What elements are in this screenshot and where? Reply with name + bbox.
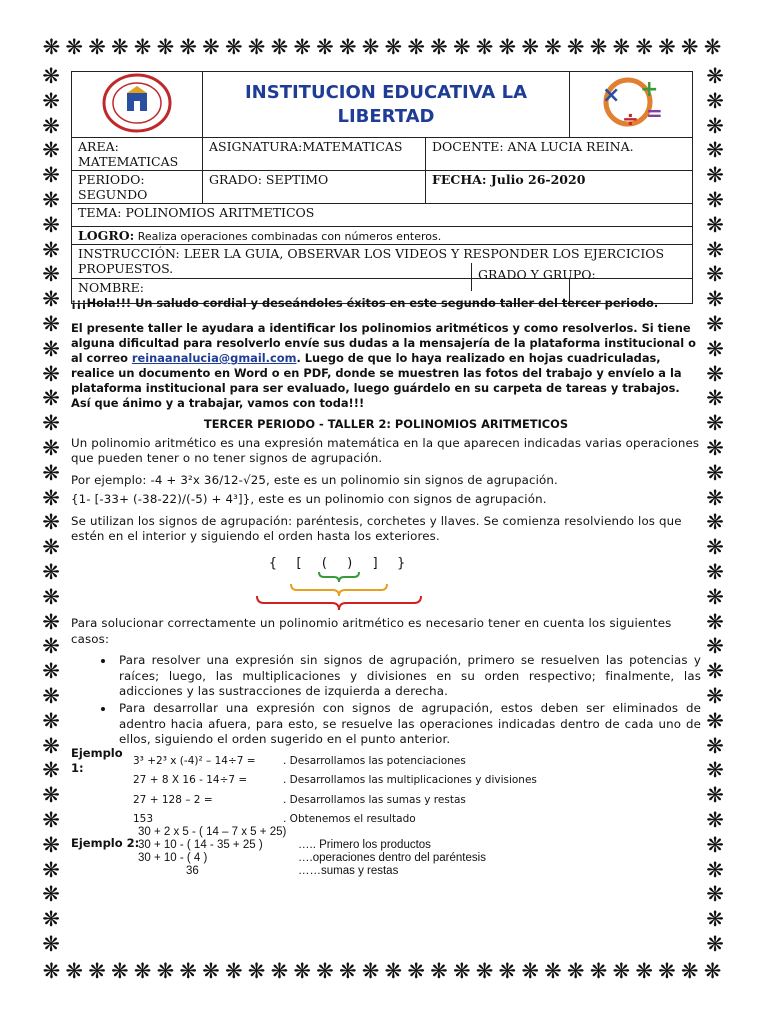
email-link[interactable]: reinaanalucia@gmail.com (131, 351, 297, 365)
example-1 (71, 746, 701, 830)
ornament-icon: ❋ (706, 857, 724, 882)
ornament-icon: ❋ (42, 187, 60, 212)
ornament-icon: ❋ (706, 485, 724, 510)
ornament-icon: ❋ (706, 758, 724, 783)
ornament-icon: ❋ (42, 113, 60, 138)
ornament-icon: ❋ (706, 435, 724, 460)
ornament-icon: ❋ (202, 959, 220, 983)
ornament-icon: ❋ (224, 35, 243, 59)
ornament-icon: ❋ (133, 959, 152, 983)
grado-grupo-label: GRADO Y GRUPO: (478, 267, 596, 282)
tema-cell: TEMA: POLINOMIOS ARITMETICOS (72, 204, 693, 227)
ornament-icon: ❋ (706, 386, 724, 411)
ornament-icon: ❋ (316, 35, 334, 59)
ornament-icon: ❋ (635, 35, 653, 59)
ornament-icon: ❋ (384, 959, 403, 983)
example-1-note: . Desarrollamos las multiplicaciones y divisiones (283, 774, 537, 787)
ornament-icon: ❋ (42, 64, 60, 88)
ornament-icon: ❋ (338, 35, 357, 59)
nombre-cell: NOMBRE: (72, 279, 570, 304)
institution-title: INSTITUCION EDUCATIVA LA LIBERTAD (203, 72, 570, 138)
main-content (71, 296, 701, 851)
ornament-icon: ❋ (706, 163, 724, 188)
area-cell: AREA: MATEMATICAS (72, 138, 203, 171)
example-2-note: ….. Primero los productos (298, 839, 431, 851)
intro-text-b: . Luego de que lo haya realizado en hojas cuadriculadas, realice un documento en Word o en PDF, donde se muestren las fotos del trabajo y envíelo a la plataforma institucional para ser evaluado, luego guárdelo en su carpeta de tareas y trabajos. Así que ánimo y a trabajar, vamos con toda!!! (71, 351, 682, 410)
ornament-icon: ❋ (384, 35, 403, 59)
example-1-label: Ejemplo 1: (71, 746, 123, 776)
fecha-cell: FECHA: Julio 26-2020 (426, 171, 693, 204)
ornament-icon: ❋ (179, 35, 197, 59)
example-1-note: . Desarrollamos las sumas y restas (283, 793, 466, 806)
ornament-icon: ❋ (706, 460, 724, 485)
ornament-icon: ❋ (42, 832, 60, 857)
logro-cell (72, 227, 693, 245)
ornament-icon: ❋ (42, 634, 60, 659)
ornament-icon: ❋ (680, 959, 699, 983)
logro-text: Realiza operaciones combinadas con números enteros. (134, 230, 442, 243)
ornament-icon: ❋ (706, 931, 724, 956)
ornament-icon: ❋ (498, 35, 517, 59)
example-1-row (71, 791, 701, 811)
ornament-icon: ❋ (42, 758, 60, 783)
cases-list (71, 653, 701, 747)
periodo-cell: PERIODO: SEGUNDO (72, 171, 203, 204)
ornament-icon: ❋ (703, 35, 722, 59)
ornament-icon: ❋ (706, 659, 724, 684)
ornament-icon: ❋ (706, 411, 724, 436)
grouping-text: Se utilizan los signos de agrupación: paréntesis, corchetes y llaves. Se comienza resolviendo los que estén en el interior y siguiendo el orden hasta los exteriores. (71, 513, 682, 544)
intro-paragraph (71, 321, 701, 411)
example-2-note: ……sumas y restas (298, 865, 399, 877)
header-table (71, 71, 693, 304)
ornament-icon: ❋ (42, 336, 60, 361)
ornament-icon: ❋ (42, 510, 60, 535)
example-2-row (138, 865, 486, 878)
ornament-icon: ❋ (475, 35, 494, 59)
ornament-icon: ❋ (706, 733, 724, 758)
ornament-icon: ❋ (706, 212, 724, 237)
ornament-icon: ❋ (42, 931, 60, 956)
ornament-icon: ❋ (589, 35, 608, 59)
ornament-icon: ❋ (703, 959, 722, 983)
docente-cell: DOCENTE: ANA LUCIA REINA. (426, 138, 693, 171)
ornament-icon: ❋ (270, 959, 289, 983)
example-a: Por ejemplo: -4 + 3²x 36/12-√25, este es un polinomio sin signos de agrupación. (71, 472, 558, 487)
example-1-expr: 3³ +2³ x (-4)² – 14÷7 = (133, 754, 256, 767)
ornament-icon: ❋ (65, 959, 83, 983)
example-1-expr: 153 (133, 813, 154, 826)
ornament-icon: ❋ (706, 262, 724, 287)
example-2-note: ….operaciones dentro del paréntesis (298, 852, 486, 864)
ornament-icon: ❋ (42, 783, 60, 808)
example-1-row (71, 771, 701, 791)
ornament-icon: ❋ (42, 708, 60, 733)
ornament-icon: ❋ (110, 35, 129, 59)
ornament-icon: ❋ (706, 510, 724, 535)
ornament-icon: ❋ (42, 287, 60, 312)
ornament-icon: ❋ (133, 35, 152, 59)
definition: Un polinomio aritmético es una expresión matemática en la que aparecen indicadas varias operaciones que pueden tener o no tener signos de agrupación. (71, 436, 700, 466)
ornament-icon: ❋ (706, 584, 724, 609)
ornament-icon: ❋ (247, 35, 266, 59)
ornament-icon: ❋ (247, 959, 266, 983)
greeting: ¡¡¡Hola!!! Un saludo cordial y deseándoles éxitos en este segundo taller del tercer periodo. (71, 296, 659, 310)
ornament-icon: ❋ (544, 35, 562, 59)
example-2-row (138, 826, 486, 839)
ornament-icon: ❋ (42, 237, 60, 262)
nesting-braces-icon (249, 566, 429, 626)
ornament-icon: ❋ (407, 959, 425, 983)
ornament-icon: ❋ (430, 959, 448, 983)
school-logo-cell (72, 72, 203, 138)
border-bottom-ornaments (40, 960, 724, 982)
school-seal-icon (102, 73, 172, 133)
ornament-icon: ❋ (706, 783, 724, 808)
ornament-icon: ❋ (224, 959, 243, 983)
ornament-icon: ❋ (706, 807, 724, 832)
ornament-icon: ❋ (156, 35, 175, 59)
ornament-icon: ❋ (521, 35, 539, 59)
ornament-icon: ❋ (42, 35, 61, 59)
ornament-icon: ❋ (42, 311, 60, 336)
example-1-expr: 27 + 8 X 16 - 14÷7 = (133, 774, 248, 787)
ornament-icon: ❋ (566, 35, 585, 59)
svg-text:=: = (646, 101, 663, 125)
example-1-expr: 27 + 128 – 2 = (133, 793, 213, 806)
math-symbols-cell (570, 72, 693, 138)
ornament-icon: ❋ (706, 882, 724, 907)
ornament-icon: ❋ (293, 35, 311, 59)
ornament-icon: ❋ (42, 138, 60, 163)
ornament-icon: ❋ (316, 959, 334, 983)
ornament-icon: ❋ (706, 361, 724, 386)
ornament-icon: ❋ (706, 336, 724, 361)
ornament-icon: ❋ (202, 35, 220, 59)
case-item-1: • Para resolver una expresión sin signos de agrupación, primero se resuelven las potencias y raíces; luego, las multiplicaciones y divisiones en su orden respectivo; finalmente, las adicciones y las sustracciones de izquierda a derecha. (115, 653, 701, 699)
ornament-icon: ❋ (521, 959, 539, 983)
ornament-icon: ❋ (407, 35, 425, 59)
border-right-ornaments (704, 64, 726, 957)
section-title: TERCER PERIODO - TALLER 2: POLINOMIOS ARITMETICOS (203, 417, 569, 431)
ornament-icon: ❋ (706, 88, 724, 113)
svg-text:+: + (640, 77, 659, 102)
intro-text-a: El presente taller le ayudara a identificar los polinomios aritméticos y como resolverlos. Si tiene alguna dificultad para resolverlo envíe sus dudas a la mensajería de la plataforma institucional o al correo (71, 321, 696, 365)
ornament-icon: ❋ (706, 113, 724, 138)
ornament-icon: ❋ (706, 609, 724, 634)
ornament-icon: ❋ (156, 959, 175, 983)
border-top-ornaments (40, 36, 724, 58)
svg-text:×: × (602, 83, 621, 108)
ornament-icon: ❋ (42, 857, 60, 882)
ornament-icon: ❋ (42, 609, 60, 634)
ornament-icon: ❋ (42, 959, 61, 983)
ornament-icon: ❋ (65, 35, 83, 59)
example-2-label: Ejemplo 2: (71, 835, 140, 850)
ornament-icon: ❋ (42, 361, 60, 386)
ornament-icon: ❋ (42, 535, 60, 560)
ornament-icon: ❋ (706, 535, 724, 560)
logro-label: LOGRO: (78, 228, 135, 243)
ornament-icon: ❋ (42, 435, 60, 460)
ornament-icon: ❋ (658, 35, 676, 59)
case-item-2: • Para desarrollar una expresión con signos de agrupación, estos deben ser eliminados de adentro hacia afuera, para esto, se resuelve las operaciones indicadas dentro de cada uno de ellos, siguiendo el orden sugerido en el punto anterior. (115, 701, 701, 747)
ornament-icon: ❋ (706, 138, 724, 163)
ornament-icon: ❋ (42, 212, 60, 237)
ornament-icon: ❋ (42, 485, 60, 510)
ornament-icon: ❋ (293, 959, 311, 983)
ornament-icon: ❋ (706, 64, 724, 88)
ornament-icon: ❋ (544, 959, 562, 983)
ornament-icon: ❋ (42, 163, 60, 188)
ornament-icon: ❋ (42, 460, 60, 485)
ornament-icon: ❋ (42, 262, 60, 287)
ornament-icon: ❋ (706, 237, 724, 262)
ornament-icon: ❋ (42, 559, 60, 584)
ornament-icon: ❋ (179, 959, 197, 983)
ornament-icon: ❋ (270, 35, 289, 59)
brackets-text: { [ ( ) ] } (269, 556, 411, 572)
ornament-icon: ❋ (42, 584, 60, 609)
ornament-icon: ❋ (706, 187, 724, 212)
example-1-note: . Desarrollamos las potenciaciones (283, 754, 466, 767)
ornament-icon: ❋ (42, 411, 60, 436)
ornament-icon: ❋ (42, 807, 60, 832)
ornament-icon: ❋ (361, 959, 380, 983)
ornament-icon: ❋ (42, 882, 60, 907)
grado-cell: GRADO: SEPTIMO (203, 171, 426, 204)
ornament-icon: ❋ (612, 959, 631, 983)
brackets-figure (71, 550, 701, 616)
example-b: {1- [-33+ (-38-22)/(-5) + 4³]}, este es un polinomio con signos de agrupación. (71, 492, 547, 507)
ornament-icon: ❋ (110, 959, 129, 983)
ornament-icon: ❋ (42, 386, 60, 411)
svg-text:÷: ÷ (622, 107, 639, 131)
ornament-icon: ❋ (88, 959, 106, 983)
ornament-icon: ❋ (706, 311, 724, 336)
ornament-icon: ❋ (338, 959, 357, 983)
example-1-row (71, 746, 701, 776)
ornament-icon: ❋ (589, 959, 608, 983)
math-symbols-icon (588, 74, 674, 132)
ornament-icon: ❋ (430, 35, 448, 59)
ornament-icon: ❋ (658, 959, 676, 983)
instruccion-cell: INSTRUCCIÓN: LEER LA GUIA, OBSERVAR LOS VIDEOS Y RESPONDER LOS EJERCICIOS PROPUESTOS. (72, 245, 693, 279)
example-2-expr: 30 + 10 - ( 4 ) (138, 852, 208, 864)
ornament-icon: ❋ (452, 35, 471, 59)
ornament-icon: ❋ (680, 35, 699, 59)
example-2-row (138, 839, 486, 852)
ornament-icon: ❋ (361, 35, 380, 59)
example-2-expr: 30 + 2 x 5 - ( 14 – 7 x 5 + 25) (138, 826, 287, 838)
asignatura-cell: ASIGNATURA:MATEMATICAS (203, 138, 426, 171)
ornament-icon: ❋ (635, 959, 653, 983)
ornament-icon: ❋ (706, 634, 724, 659)
ornament-icon: ❋ (42, 907, 60, 932)
example-2-expr: 30 + 10 - ( 14 - 35 + 25 ) (138, 839, 263, 851)
ornament-icon: ❋ (706, 287, 724, 312)
example-1-note: . Obtenemos el resultado (283, 813, 416, 826)
ornament-icon: ❋ (706, 708, 724, 733)
ornament-icon: ❋ (452, 959, 471, 983)
ornament-icon: ❋ (42, 88, 60, 113)
ornament-icon: ❋ (498, 959, 517, 983)
ornament-icon: ❋ (566, 959, 585, 983)
example-2 (138, 826, 486, 878)
example-2-row (138, 852, 486, 865)
cases-intro: Para solucionar correctamente un polinomio aritmético es necesario tener en cuenta los siguientes casos: (71, 616, 672, 646)
ornament-icon: ❋ (42, 733, 60, 758)
ornament-icon: ❋ (706, 832, 724, 857)
ornament-icon: ❋ (42, 683, 60, 708)
ornament-icon: ❋ (475, 959, 494, 983)
ornament-icon: ❋ (42, 659, 60, 684)
ornament-icon: ❋ (88, 35, 106, 59)
nombre-divider (471, 263, 472, 291)
example-2-expr: 36 (186, 865, 199, 877)
border-left-ornaments (40, 64, 62, 957)
ornament-icon: ❋ (706, 683, 724, 708)
ornament-icon: ❋ (612, 35, 631, 59)
ornament-icon: ❋ (706, 907, 724, 932)
ornament-icon: ❋ (706, 559, 724, 584)
